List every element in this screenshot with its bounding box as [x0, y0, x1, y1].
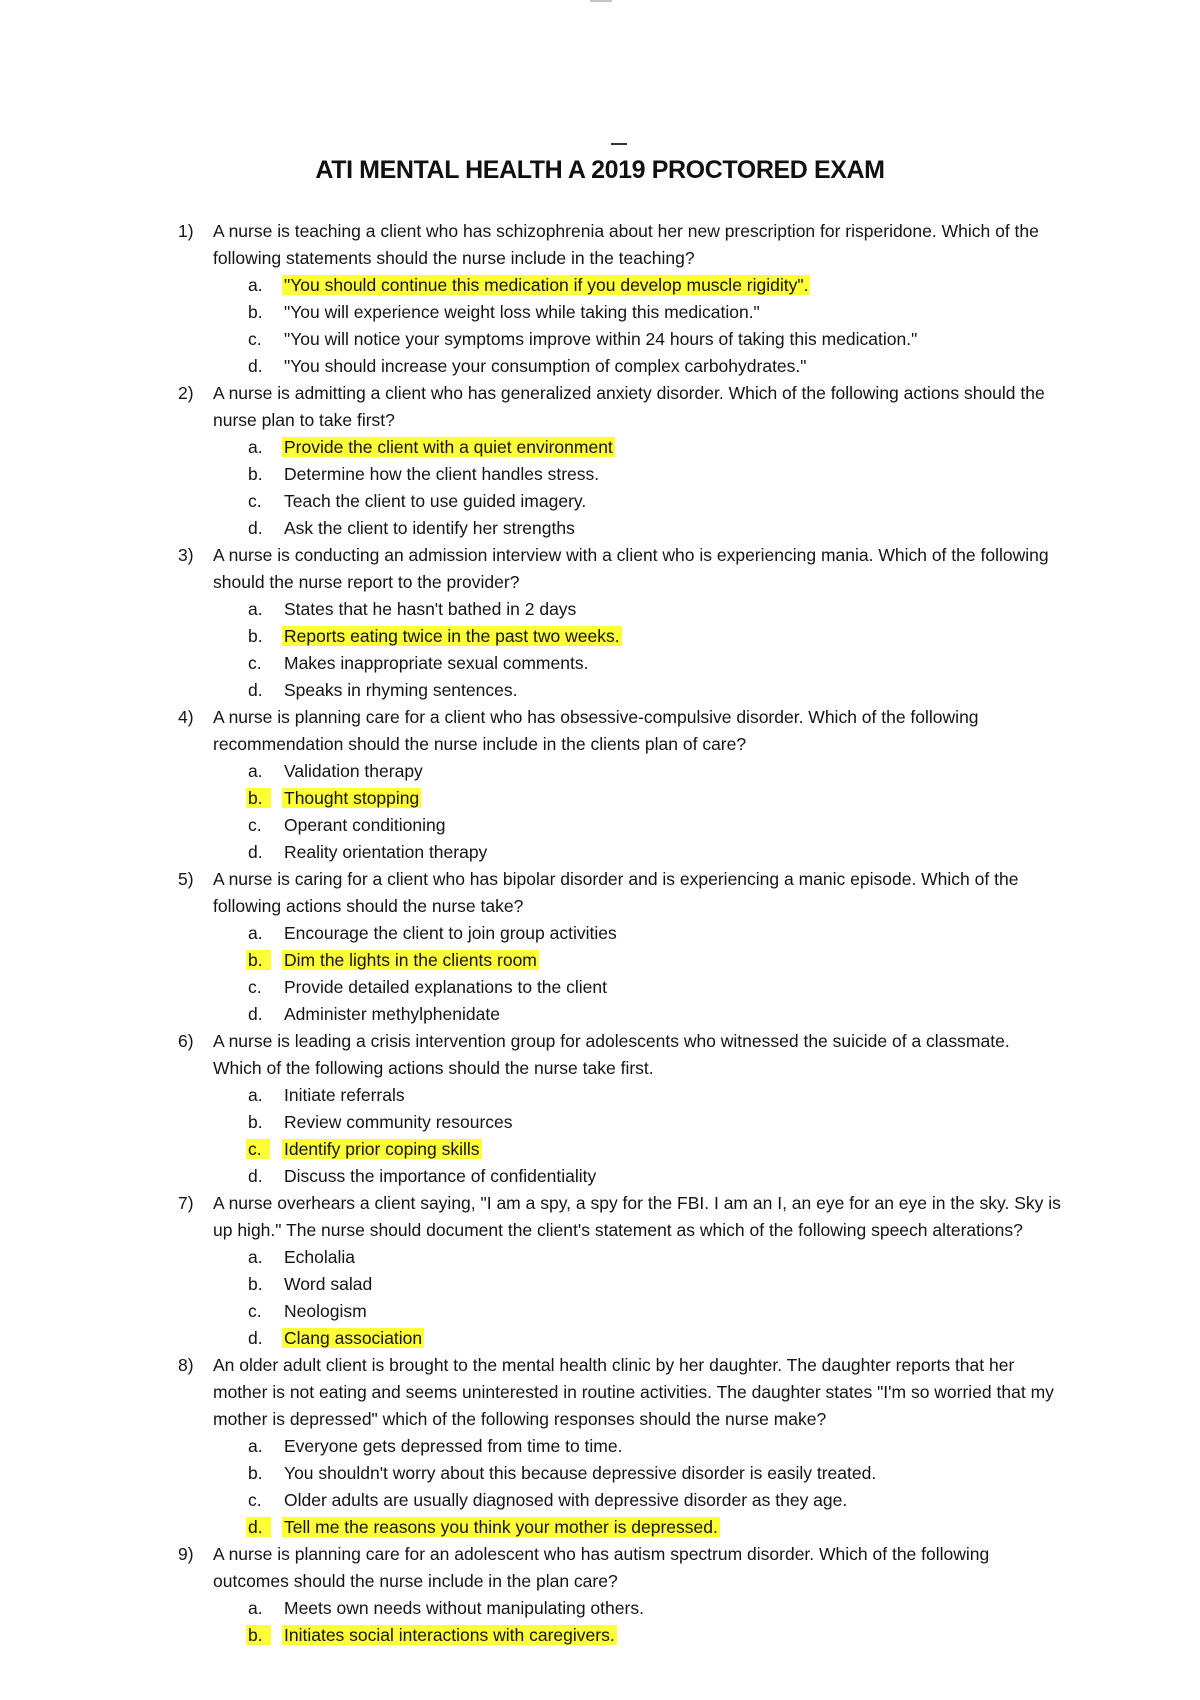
option-letter-label: d. — [248, 680, 263, 700]
option-text — [284, 461, 599, 488]
option-text-label: Provide the client with a quiet environment — [284, 437, 613, 457]
highlighted-answer — [284, 785, 421, 812]
option-text-label: Initiates social interactions with caregivers. — [284, 1625, 615, 1645]
option-text-label: Review community resources — [284, 1112, 513, 1132]
option-letter — [248, 785, 271, 812]
question-item — [0, 218, 1200, 272]
option-letter-label: a. — [248, 923, 263, 943]
answer-option — [0, 839, 1200, 866]
answer-option — [0, 1487, 1200, 1514]
option-text-label: Discuss the importance of confidentiality — [284, 1166, 597, 1186]
option-letter-label: d. — [248, 842, 263, 862]
option-text-label: You shouldn't worry about this because depressive disorder is easily treated. — [284, 1463, 877, 1483]
option-letter — [248, 947, 271, 974]
option-text — [284, 650, 588, 677]
option-text — [284, 515, 575, 542]
option-text — [284, 1460, 876, 1487]
question-list — [0, 218, 1200, 1649]
highlighted-answer — [284, 434, 615, 461]
question-text: A nurse is admitting a client who has generalized anxiety disorder. Which of the following actions should the nurse plan to take first? — [213, 383, 1045, 430]
highlighted-answer — [284, 623, 622, 650]
option-letter — [248, 299, 263, 326]
answer-option — [0, 299, 1200, 326]
question-item — [0, 542, 1200, 596]
option-letter-label: b. — [248, 1463, 263, 1483]
option-letter — [248, 1514, 271, 1541]
answer-option — [0, 758, 1200, 785]
answer-option — [0, 1595, 1200, 1622]
option-text-label: Tell me the reasons you think your mother is depressed. — [284, 1517, 718, 1537]
highlighted-answer — [284, 1514, 720, 1541]
option-letter — [248, 1109, 263, 1136]
option-letter — [248, 1595, 263, 1622]
answer-option — [0, 920, 1200, 947]
option-text-label: Word salad — [284, 1274, 373, 1294]
option-letter — [248, 1487, 262, 1514]
option-letter-label: d. — [248, 518, 263, 538]
answer-option — [0, 434, 1200, 461]
option-text-label: Reality orientation therapy — [284, 842, 488, 862]
option-letter — [248, 1244, 263, 1271]
option-letter — [248, 812, 262, 839]
option-text — [284, 326, 917, 353]
option-letter-label: c. — [246, 1139, 270, 1159]
option-text — [284, 1244, 355, 1271]
answer-option — [0, 947, 1200, 974]
question-number: 3) — [178, 545, 194, 565]
answer-option — [0, 596, 1200, 623]
option-letter-label: b. — [248, 302, 263, 322]
option-text-label: Neologism — [284, 1301, 367, 1321]
option-text — [284, 1163, 596, 1190]
question-number: 1) — [178, 221, 194, 241]
answer-option — [0, 488, 1200, 515]
highlighted-answer — [284, 272, 810, 299]
question-number: 2) — [178, 383, 194, 403]
option-letter-label: b. — [248, 464, 263, 484]
answer-option — [0, 461, 1200, 488]
question-text: An older adult client is brought to the mental health clinic by her daughter. The daughter reports that her mother is not eating and seems uninterested in routine activities. The daughter states "I'm so worried that my mother is depressed" which of the following responses should the nurse make? — [213, 1355, 1054, 1429]
page-top-mark — [590, 0, 612, 2]
answer-option — [0, 1622, 1200, 1649]
option-letter-label: a. — [248, 761, 263, 781]
option-letter — [248, 353, 263, 380]
answer-option — [0, 677, 1200, 704]
option-text — [284, 1595, 644, 1622]
option-text — [284, 974, 607, 1001]
question-item — [0, 1352, 1200, 1433]
option-text — [284, 596, 576, 623]
option-text — [284, 758, 423, 785]
option-text-label: Teach the client to use guided imagery. — [284, 491, 587, 511]
answer-option — [0, 1298, 1200, 1325]
option-letter — [248, 488, 262, 515]
option-text-label: Older adults are usually diagnosed with depressive disorder as they age. — [284, 1490, 848, 1510]
question-text: A nurse is planning care for a client who has obsessive-compulsive disorder. Which of the following recommendation should the nurse include in the clients plan of care? — [213, 707, 979, 754]
question-number: 8) — [178, 1355, 194, 1375]
option-letter — [248, 974, 262, 1001]
answer-option — [0, 1109, 1200, 1136]
option-text-label: Provide detailed explanations to the client — [284, 977, 607, 997]
option-text-label: Validation therapy — [284, 761, 423, 781]
option-letter-label: d. — [246, 1517, 271, 1537]
option-text-label: Encourage the client to join group activities — [284, 923, 617, 943]
option-text-label: Administer methylphenidate — [284, 1004, 500, 1024]
answer-option — [0, 974, 1200, 1001]
option-letter-label: b. — [246, 788, 271, 808]
option-letter-label: c. — [248, 1490, 262, 1510]
option-text-label: Ask the client to identify her strengths — [284, 518, 575, 538]
option-letter — [248, 1433, 263, 1460]
option-letter-label: c. — [248, 653, 262, 673]
option-text-label: "You will notice your symptoms improve within 24 hours of taking this medication." — [284, 329, 918, 349]
answer-option — [0, 515, 1200, 542]
option-letter-label: b. — [246, 1625, 271, 1645]
option-letter-label: b. — [248, 1274, 263, 1294]
option-text — [284, 920, 617, 947]
question-number: 9) — [178, 1544, 194, 1564]
option-letter — [248, 1082, 263, 1109]
highlighted-answer — [284, 1325, 424, 1352]
option-letter-label: c. — [248, 815, 262, 835]
option-letter-label: b. — [246, 950, 271, 970]
question-item — [0, 866, 1200, 920]
option-letter — [248, 272, 263, 299]
page-title: ATI MENTAL HEALTH A 2019 PROCTORED EXAM — [315, 156, 885, 184]
option-letter — [248, 461, 263, 488]
option-text-label: Determine how the client handles stress. — [284, 464, 600, 484]
option-letter — [248, 1460, 263, 1487]
question-text: A nurse is leading a crisis intervention group for adolescents who witnessed the suicide of a classmate. Which of the following actions should the nurse take first. — [213, 1031, 1010, 1078]
option-text — [284, 299, 760, 326]
answer-option — [0, 1082, 1200, 1109]
answer-option — [0, 326, 1200, 353]
answer-option — [0, 272, 1200, 299]
option-text-label: Speaks in rhyming sentences. — [284, 680, 518, 700]
option-text-label: Operant conditioning — [284, 815, 446, 835]
option-letter-label: d. — [248, 1004, 263, 1024]
option-letter-label: a. — [248, 599, 263, 619]
option-letter-label: c. — [248, 977, 262, 997]
option-text — [284, 1082, 405, 1109]
answer-option — [0, 785, 1200, 812]
option-text-label: Meets own needs without manipulating others. — [284, 1598, 644, 1618]
answer-option — [0, 1433, 1200, 1460]
question-item — [0, 380, 1200, 434]
option-letter-label: a. — [248, 1247, 263, 1267]
answer-option — [0, 1163, 1200, 1190]
option-text-label: Identify prior coping skills — [284, 1139, 480, 1159]
option-letter-label: a. — [248, 275, 263, 295]
option-letter — [248, 1136, 270, 1163]
option-letter-label: d. — [248, 1166, 263, 1186]
option-letter-label: a. — [248, 1085, 263, 1105]
question-item — [0, 1028, 1200, 1082]
option-letter — [248, 326, 262, 353]
answer-option — [0, 650, 1200, 677]
option-letter-label: b. — [248, 626, 263, 646]
option-letter — [248, 1622, 271, 1649]
question-text: A nurse overhears a client saying, "I am a spy, a spy for the FBI. I am an I, an eye for an eye in the sky. Sky is up high." The nurse should document the client's statement as which of the following speech alterations? — [213, 1193, 1061, 1240]
highlighted-answer — [284, 1622, 617, 1649]
question-item — [0, 704, 1200, 758]
option-letter — [248, 650, 262, 677]
answer-option — [0, 623, 1200, 650]
option-letter-label: c. — [248, 329, 262, 349]
option-text-label: Echolalia — [284, 1247, 356, 1267]
option-letter — [248, 515, 263, 542]
option-text-label: Makes inappropriate sexual comments. — [284, 653, 589, 673]
option-letter — [248, 596, 263, 623]
answer-option — [0, 1244, 1200, 1271]
option-letter — [248, 434, 263, 461]
option-text-label: Thought stopping — [284, 788, 420, 808]
option-letter — [248, 1163, 263, 1190]
option-letter — [248, 758, 263, 785]
option-text — [284, 1109, 513, 1136]
option-text — [284, 1298, 367, 1325]
option-letter-label: d. — [248, 356, 263, 376]
option-letter-label: c. — [248, 491, 262, 511]
option-text — [284, 1271, 372, 1298]
option-text — [284, 1001, 500, 1028]
option-text — [284, 1433, 622, 1460]
option-text-label: Everyone gets depressed from time to time. — [284, 1436, 623, 1456]
option-letter-label: a. — [248, 1436, 263, 1456]
question-text: A nurse is teaching a client who has schizophrenia about her new prescription for risperidone. Which of the following statements should the nurse include in the teaching? — [213, 221, 1039, 268]
option-letter-label: a. — [248, 437, 263, 457]
option-letter — [248, 839, 263, 866]
question-number: 6) — [178, 1031, 194, 1051]
option-letter — [248, 1001, 263, 1028]
option-letter-label: d. — [248, 1328, 263, 1348]
option-text — [284, 839, 487, 866]
answer-option — [0, 1514, 1200, 1541]
question-item — [0, 1541, 1200, 1595]
answer-option — [0, 1001, 1200, 1028]
option-letter — [248, 677, 263, 704]
option-text — [284, 1487, 847, 1514]
highlighted-answer — [284, 1136, 482, 1163]
option-text-label: States that he hasn't bathed in 2 days — [284, 599, 577, 619]
answer-option — [0, 1271, 1200, 1298]
question-number: 4) — [178, 707, 194, 727]
highlighted-answer — [284, 947, 539, 974]
answer-option — [0, 1136, 1200, 1163]
option-letter — [248, 1271, 263, 1298]
answer-option — [0, 353, 1200, 380]
question-number: 7) — [178, 1193, 194, 1213]
option-letter — [248, 1325, 263, 1352]
option-text-label: "You will experience weight loss while taking this medication." — [284, 302, 760, 322]
answer-option — [0, 812, 1200, 839]
question-number: 5) — [178, 869, 194, 889]
option-text-label: "You should continue this medication if you develop muscle rigidity". — [284, 275, 809, 295]
answer-option — [0, 1325, 1200, 1352]
option-text — [284, 488, 586, 515]
option-text — [284, 812, 446, 839]
option-letter-label: c. — [248, 1301, 262, 1321]
option-text-label: Dim the lights in the clients room — [284, 950, 537, 970]
question-text: A nurse is planning care for an adolescent who has autism spectrum disorder. Which of the following outcomes should the nurse include in the plan care? — [213, 1544, 990, 1591]
option-text-label: "You should increase your consumption of complex carbohydrates." — [284, 356, 807, 376]
option-text-label: Reports eating twice in the past two weeks. — [284, 626, 620, 646]
option-text — [284, 353, 807, 380]
title-overline-mark — [611, 143, 627, 145]
option-letter — [248, 920, 263, 947]
question-text: A nurse is caring for a client who has bipolar disorder and is experiencing a manic episode. Which of the following actions should the nurse take? — [213, 869, 1019, 916]
option-text — [284, 677, 517, 704]
question-text: A nurse is conducting an admission interview with a client who is experiencing mania. Which of the following should the nurse report to the provider? — [213, 545, 1049, 592]
option-letter — [248, 623, 263, 650]
option-letter-label: b. — [248, 1112, 263, 1132]
option-letter — [248, 1298, 262, 1325]
question-item — [0, 1190, 1200, 1244]
option-text-label: Initiate referrals — [284, 1085, 405, 1105]
option-letter-label: a. — [248, 1598, 263, 1618]
answer-option — [0, 1460, 1200, 1487]
option-text-label: Clang association — [284, 1328, 423, 1348]
